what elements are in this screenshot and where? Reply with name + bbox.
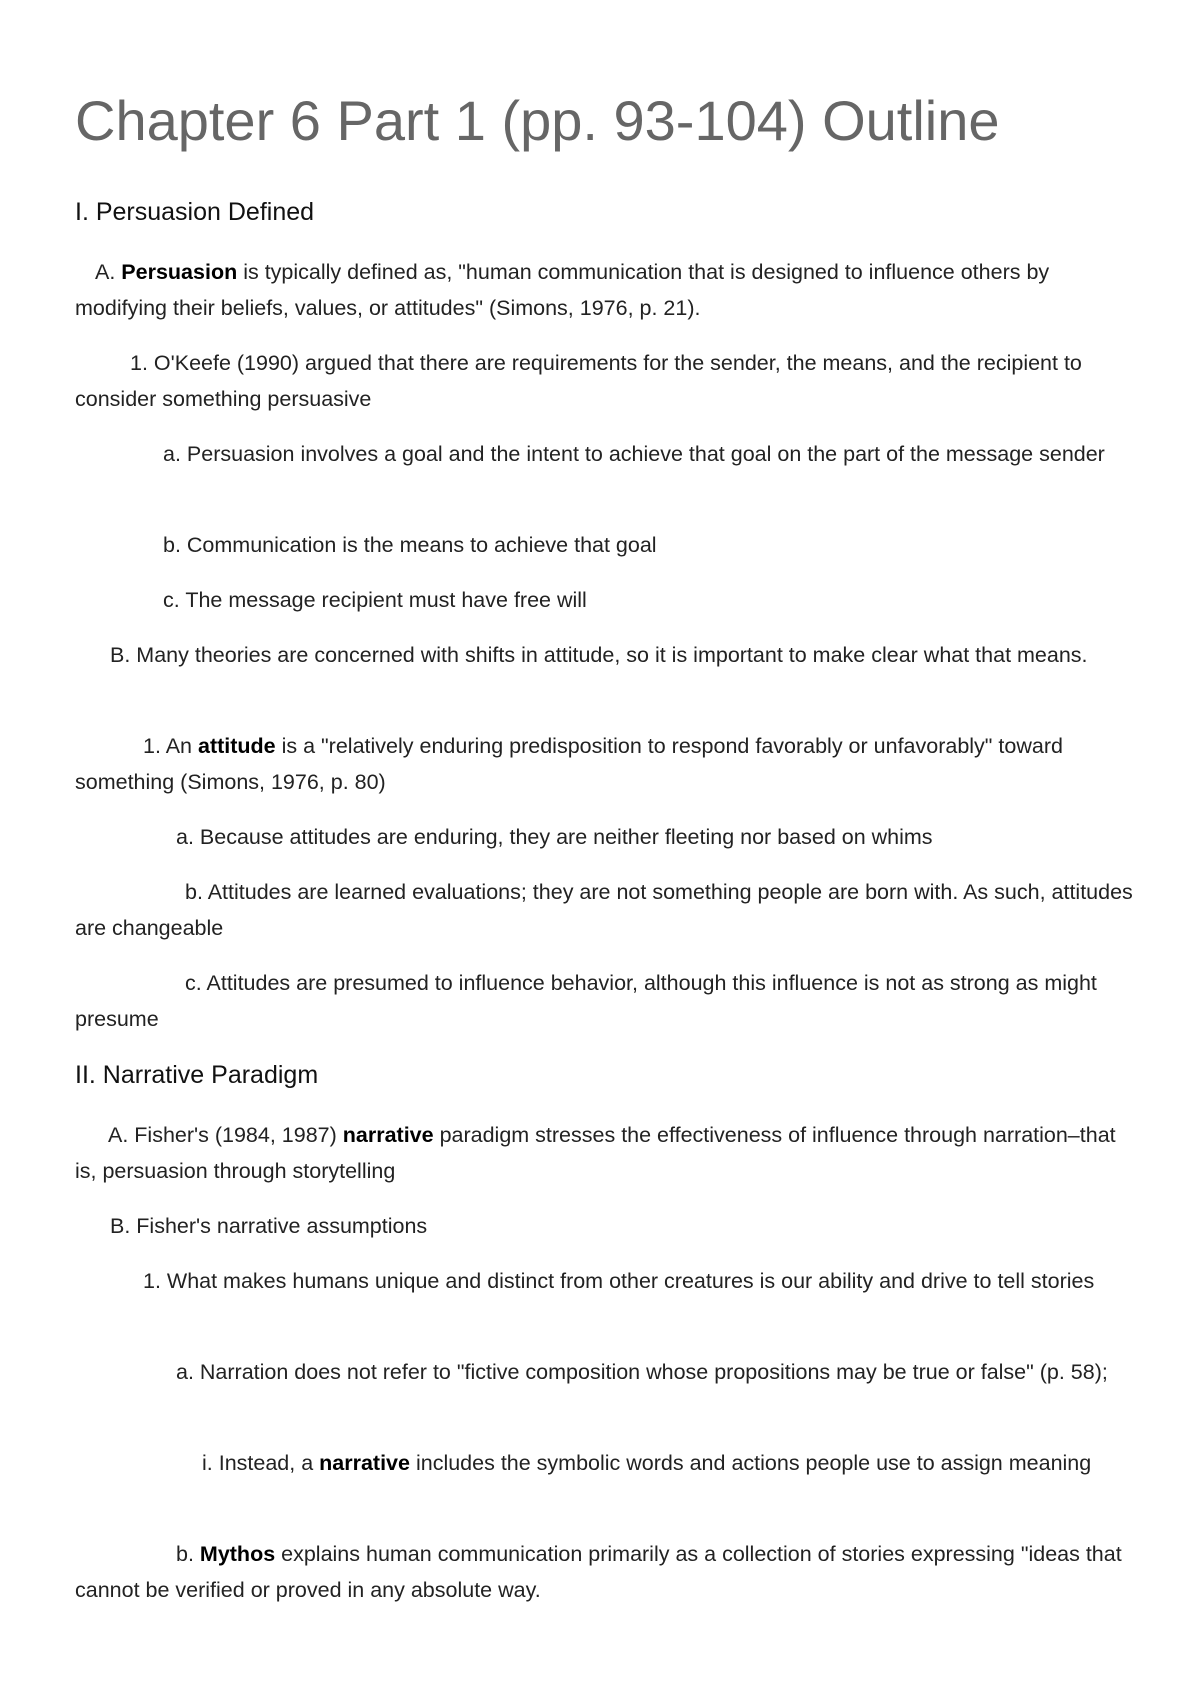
key-term: Mythos: [199, 1542, 276, 1566]
section-heading: II. Narrative Paradigm: [75, 1061, 319, 1089]
key-term: attitude: [198, 734, 276, 758]
outline-item: b. Mythos explains human communication primarily as a collection of stories expressing "ideas that cannot be verified or proved in any absolute way.: [75, 1542, 1122, 1602]
key-term: narrative: [319, 1451, 410, 1475]
outline-item: 1. O'Keefe (1990) argued that there are requirements for the sender, the means, and the recipient to consider something persuasive: [75, 351, 1082, 411]
outline-item: 1. What makes humans unique and distinct from other creatures is our ability and drive to tell stories: [143, 1269, 1095, 1293]
outline-item: B. Many theories are concerned with shifts in attitude, so it is important to make clear what that means.: [110, 643, 1088, 667]
page-title: Chapter 6 Part 1 (pp. 93-104) Outline: [75, 89, 1000, 152]
outline-item: A. Persuasion is typically defined as, "human communication that is designed to influence others by modifying their beliefs, values, or attitudes" (Simons, 1976, p. 21).: [75, 260, 1050, 320]
outline-item: b. Attitudes are learned evaluations; they are not something people are born with. As such, attitudes are changeable: [75, 880, 1133, 940]
outline-item: 1. An attitude is a "relatively enduring predisposition to respond favorably or unfavorably" toward something (Simons, 1976, p. 80): [75, 734, 1063, 794]
section-heading: I. Persuasion Defined: [75, 198, 315, 226]
outline-item: A. Fisher's (1984, 1987) narrative paradigm stresses the effectiveness of influence through narration–that is, persuasion through storytelling: [75, 1123, 1116, 1183]
outline-item: a. Persuasion involves a goal and the intent to achieve that goal on the part of the message sender: [163, 442, 1105, 466]
outline-item: a. Because attitudes are enduring, they are neither fleeting nor based on whims: [176, 825, 933, 849]
key-term: Persuasion: [121, 260, 238, 284]
outline-item: c. Attitudes are presumed to influence behavior, although this influence is not as strong as might presume: [75, 971, 1097, 1031]
outline-item: B. Fisher's narrative assumptions: [110, 1214, 428, 1238]
outline-item: b. Communication is the means to achieve that goal: [163, 533, 657, 557]
outline-item: c. The message recipient must have free will: [163, 588, 587, 612]
key-term: narrative: [342, 1123, 434, 1147]
outline-item: i. Instead, a narrative includes the symbolic words and actions people use to assign meaning: [202, 1451, 1092, 1475]
outline-item: a. Narration does not refer to "fictive composition whose propositions may be true or false" (p. 58);: [176, 1360, 1108, 1384]
